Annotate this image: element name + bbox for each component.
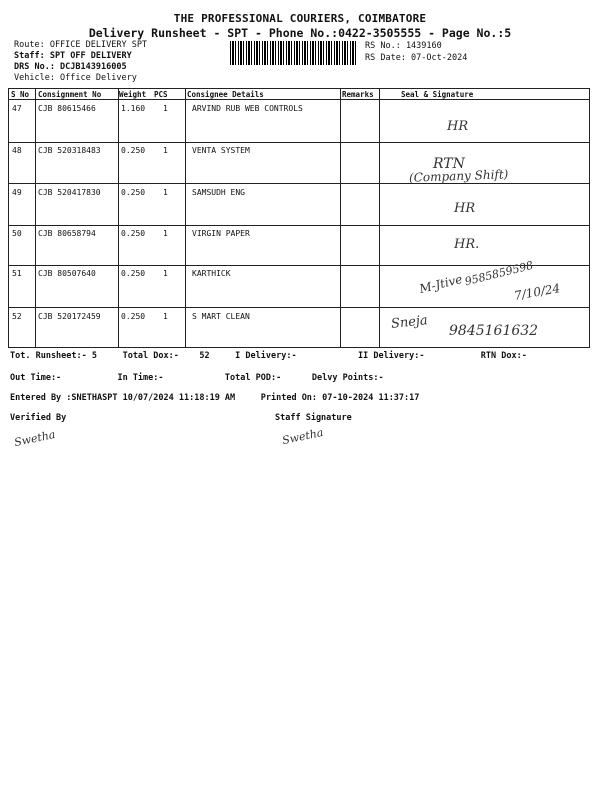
column-divider (379, 89, 380, 347)
table-row-consignment: CJB 80507640 (38, 269, 96, 278)
drs-label: DRS No.: DCJB143916005 (14, 62, 127, 72)
runsheet-subtitle: Delivery Runsheet - SPT - Phone No.:0422-3505555 - Page No.:5 (88, 26, 512, 40)
table-row-sno: 52 (12, 312, 22, 321)
table-row-details: VIRGIN PAPER (192, 229, 250, 238)
table-row-details: S MART CLEAN (192, 312, 250, 321)
table-row-weight: 0.250 (121, 146, 146, 155)
handwritten-signature: Sneja (390, 313, 429, 332)
table-row-details: KARTHICK (192, 269, 231, 278)
handwritten-note: (Company Shift) (408, 167, 509, 185)
table-row-consignment: CJB 520172459 (38, 312, 101, 321)
table-row-details: VENTA SYSTEM (192, 146, 250, 155)
delivery-table (8, 88, 590, 348)
table-row-sno: 50 (12, 229, 22, 238)
runsheet-meta-right (365, 40, 467, 64)
column-divider (185, 89, 186, 347)
table-row-weight: 0.250 (121, 229, 146, 238)
row-divider (9, 183, 589, 184)
rs-no-label: RS No.: 1439160 (365, 41, 442, 51)
handwritten-signature: M-Jtive (417, 271, 464, 297)
column-divider (340, 89, 341, 347)
handwritten-initials: HR (454, 201, 476, 216)
table-row-pcs: 1 (163, 312, 168, 321)
table-row-consignment: CJB 520318483 (38, 146, 101, 155)
header-consignment: Consignment No (38, 90, 102, 99)
table-row-pcs: 1 (163, 146, 168, 155)
table-row-consignment: CJB 80658794 (38, 229, 96, 238)
totals-line: Tot. Runsheet:- 5 Total Dox:- 52 I Delivery:- II Delivery:- RTN Dox:- (10, 351, 527, 361)
handwritten-phone: 9845161632 (449, 323, 539, 339)
rs-date-label: RS Date: 07-Oct-2024 (365, 53, 468, 63)
handwritten-phone: 9585859598 (463, 258, 535, 289)
verified-signature: Swetha (13, 427, 57, 450)
entered-by-line: Entered By :SNETHASPT 10/07/2024 11:18:19 AM Printed On: 07-10-2024 11:37:17 (10, 393, 420, 403)
table-row-consignment: CJB 80615466 (38, 104, 96, 113)
header-details: Consignee Details (187, 90, 264, 99)
staff-signature-label: Staff Signature (275, 413, 352, 423)
table-row-consignment: CJB 520417830 (38, 188, 101, 197)
table-row-pcs: 1 (163, 104, 168, 113)
table-row-sno: 48 (12, 146, 22, 155)
table-row-pcs: 1 (163, 269, 168, 278)
staff-signature: Swetha (281, 425, 325, 448)
verified-by-label: Verified By (10, 413, 67, 423)
row-divider (9, 142, 589, 143)
table-row-details: SAMSUDH ENG (192, 188, 245, 197)
header-sno: S No (11, 90, 30, 99)
staff-label: Staff: SPT OFF DELIVERY (14, 51, 132, 61)
header-divider (9, 99, 589, 100)
handwritten-initials: HR. (454, 237, 480, 252)
vehicle-label: Vehicle: Office Delivery (14, 73, 137, 83)
table-row-details: ARVIND RUB WEB CONTROLS (192, 104, 303, 113)
table-row-weight: 1.160 (121, 104, 146, 113)
route-label: Route: OFFICE DELIVERY SPT (14, 40, 148, 50)
table-row-pcs: 1 (163, 188, 168, 197)
table-row-sno: 51 (12, 269, 22, 278)
runsheet-meta-left (14, 40, 147, 84)
column-divider (118, 89, 119, 347)
table-row-sno: 49 (12, 188, 22, 197)
table-row-sno: 47 (12, 104, 22, 113)
table-row-pcs: 1 (163, 229, 168, 238)
handwritten-date: 7/10/24 (513, 281, 562, 303)
row-divider (9, 225, 589, 226)
row-divider (9, 307, 589, 308)
handwritten-note: RTN (433, 156, 465, 172)
header-seal: Seal & Signature (401, 90, 474, 99)
header-pcs: PCS (154, 90, 168, 99)
handwritten-initials: HR (447, 119, 469, 134)
company-title: THE PROFESSIONAL COURIERS, COIMBATORE (173, 12, 427, 25)
table-row-weight: 0.250 (121, 312, 146, 321)
header-weight: Weight (119, 90, 147, 99)
times-line: Out Time:- In Time:- Total POD:- Delvy Points:- (10, 373, 384, 383)
table-row-weight: 0.250 (121, 269, 146, 278)
header-remarks: Remarks (342, 90, 374, 99)
table-row-weight: 0.250 (121, 188, 146, 197)
column-divider (35, 89, 36, 347)
barcode-image (230, 41, 356, 65)
